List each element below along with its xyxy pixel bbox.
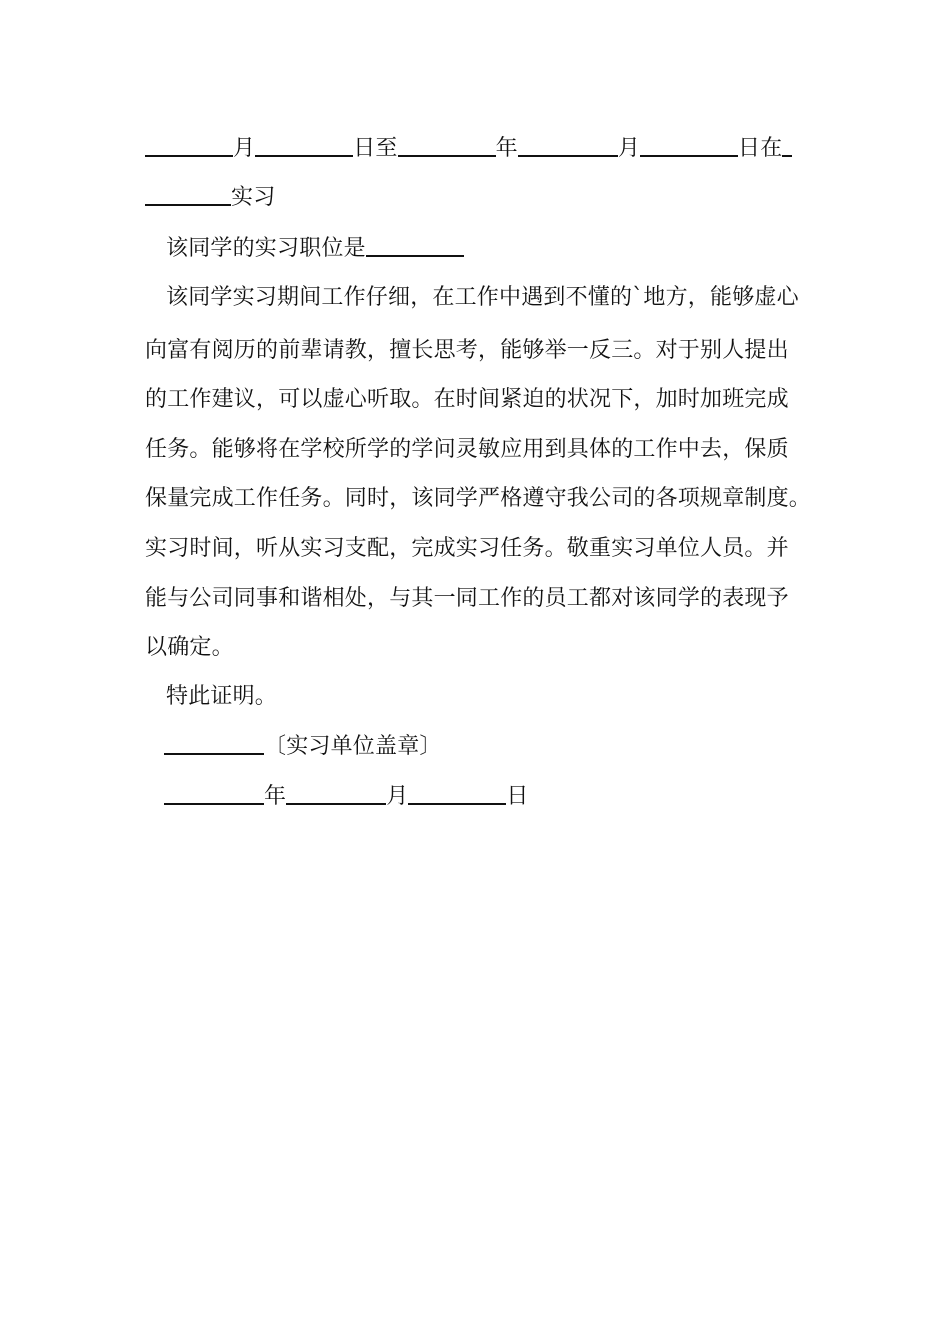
year-label: 年 [495, 136, 518, 161]
blank-sign-day[interactable] [408, 781, 506, 805]
internship-location-line [145, 173, 275, 223]
blank-sign-month[interactable] [286, 781, 386, 805]
blank-seal[interactable] [164, 731, 264, 755]
day-at-label: 日在 [738, 136, 783, 161]
blank-location-start[interactable] [782, 133, 792, 157]
paragraph-line-4: 任务。能够将在学校所学的学问灵敏应用到具体的工作中去，保质 [145, 437, 789, 462]
blank-position[interactable] [366, 233, 464, 257]
internship-dates-line [145, 124, 792, 174]
paragraph-line-2: 向富有阅历的前辈请教，擅长思考，能够举一反三。对于别人提出 [145, 338, 789, 363]
blank-end-year[interactable] [398, 133, 496, 157]
paragraph-line-6: 实习时间，听从实习支配，完成实习任务。敬重实习单位人员。并 [145, 536, 789, 561]
blank-sign-year[interactable] [164, 781, 264, 805]
paragraph-line-7: 能与公司同事和谐相处，与其一同工作的员工都对该同学的表现予 [145, 586, 789, 611]
paragraph-line-3: 的工作建议，可以虚心听取。在时间紧迫的状况下，加时加班完成 [145, 387, 789, 412]
sign-month-label: 月 [386, 784, 409, 809]
closing-statement: 特此证明。 [166, 684, 278, 709]
blank-start-month[interactable] [145, 133, 233, 157]
seal-line [164, 722, 442, 772]
position-prefix: 该同学的实习职位是 [166, 236, 366, 261]
blank-start-day[interactable] [255, 133, 353, 157]
position-line [166, 224, 464, 274]
sign-day-label: 日 [506, 784, 529, 809]
day-to-label: 日至 [353, 136, 398, 161]
blank-location[interactable] [145, 182, 231, 206]
paragraph-line-8: 以确定。 [145, 635, 234, 660]
blank-end-month[interactable] [518, 133, 618, 157]
paragraph-line-1: 该同学实习期间工作仔细，在工作中遇到不懂的`地方，能够虚心 [166, 285, 799, 310]
signature-date-line [164, 772, 529, 822]
paragraph-line-5: 保量完成工作任务。同时，该同学严格遵守我公司的各项规章制度。 [145, 486, 812, 511]
sign-year-label: 年 [264, 784, 287, 809]
month-label: 月 [233, 136, 256, 161]
month-label-2: 月 [617, 136, 641, 161]
internship-suffix: 实习 [231, 185, 276, 210]
blank-end-day[interactable] [640, 133, 738, 157]
seal-label: 〔实习单位盖章〕 [264, 734, 442, 759]
